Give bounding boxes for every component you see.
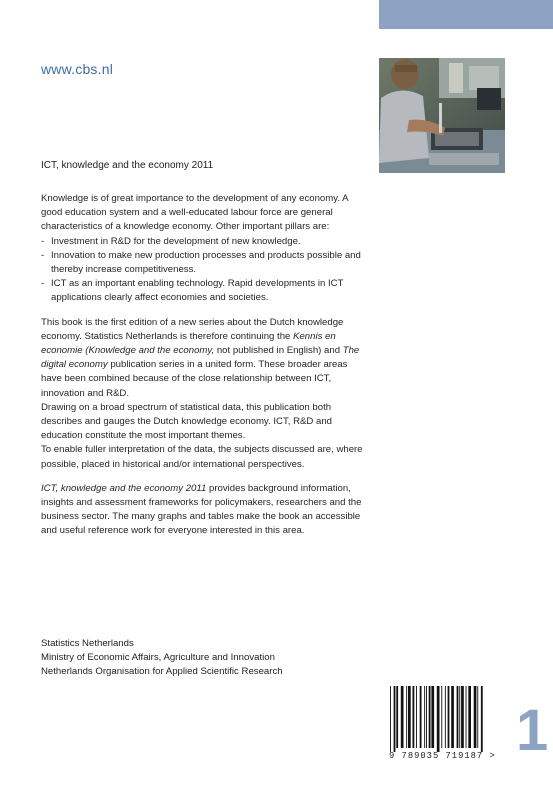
italic-title: Kennis en economie (Knowledge and the economy, [41, 330, 336, 357]
barcode [386, 686, 492, 756]
italic-title: ICT, knowledge and the economy 2011 [41, 482, 207, 494]
publisher-name: Ministry of Economic Affairs, Agriculture and Innovation [41, 652, 275, 664]
barcode-bar [448, 686, 450, 748]
barcode-bar [406, 686, 407, 748]
isbn-number: 9 789035 719187 > [389, 751, 496, 761]
barcode-bar [474, 686, 477, 748]
barcode-bar [401, 686, 404, 748]
barcode-bar [451, 686, 454, 748]
photo-technician-soldering-icon [379, 58, 505, 173]
audience-paragraph: ICT, knowledge and the economy 2011 provides background information, insights and assessment frameworks for policymakers, researchers and the business sector. The many graphs and tables make the book an accessible and useful reference work for everyone interested in this area. [41, 482, 362, 537]
barcode-bar [468, 686, 471, 748]
interpretation-paragraph: To enable fuller interpretation of the data, the subjects discussed are, where possible, placed in historical and/or international perspectives. [41, 444, 363, 470]
barcode-bar [426, 686, 427, 748]
barcode-bar [408, 686, 411, 748]
bullet-item: - Investment in R&D for the development of new knowledge. [41, 235, 363, 249]
italic-title: The digital economy [41, 345, 360, 371]
bullet-item: - ICT as an important enabling technology. Rapid developments in ICT applications clearly affect economies and societies. [41, 277, 363, 305]
website-url[interactable]: www.cbs.nl [41, 61, 114, 77]
book-title: ICT, knowledge and the economy 2011 [41, 160, 214, 171]
barcode-bar [420, 686, 422, 748]
series-number: 1 [516, 698, 549, 763]
series-paragraph: This book is the first edition of a new series about the Dutch knowledge economy. Statistics Netherlands is therefore continuing the Kennis en economie (Knowledge and the economy, not published in English) and The digital economy publication series in a united form. These broader areas have been combined because of the close relationship between ICT, innovation and R&D. [41, 316, 360, 399]
back-cover-text [41, 192, 363, 539]
bullet-list [41, 235, 363, 306]
top-color-bar [379, 0, 553, 29]
barcode-bar [429, 686, 431, 748]
barcode-bar [396, 686, 398, 748]
publisher-name: Netherlands Organisation for Applied Scientific Research [41, 666, 283, 678]
barcode-bar [457, 686, 459, 748]
barcode-bar [394, 686, 396, 752]
barcode-bar [413, 686, 415, 748]
barcode-bar [437, 686, 440, 752]
barcode-bar [466, 686, 467, 748]
barcode-bar [441, 686, 442, 748]
barcode-bar [459, 686, 460, 748]
barcode-bar [424, 686, 425, 748]
barcode-bar [477, 686, 478, 748]
technician-photo [379, 58, 505, 173]
barcode-bar [481, 686, 483, 752]
publishers-list [41, 637, 283, 680]
barcode-bar [390, 686, 391, 752]
barcode-bar [445, 686, 446, 748]
bullet-item: - Innovation to make new production processes and products possible and thereby increase competitiveness. [41, 249, 363, 277]
barcode-bar [416, 686, 417, 748]
barcode-bar [461, 686, 464, 748]
spectrum-paragraph: Drawing on a broad spectrum of statistical data, this publication both describes and gauges the Dutch knowledge economy. ICT, R&D and education constitute the most important themes. [41, 401, 332, 442]
barcode-bar [431, 686, 434, 748]
intro-paragraph: Knowledge is of great importance to the development of any economy. A good education system and a well-educated labour force are general characteristics of a knowledge economy. Other important pillars are: [41, 193, 349, 233]
publisher-name: Statistics Netherlands [41, 638, 134, 649]
